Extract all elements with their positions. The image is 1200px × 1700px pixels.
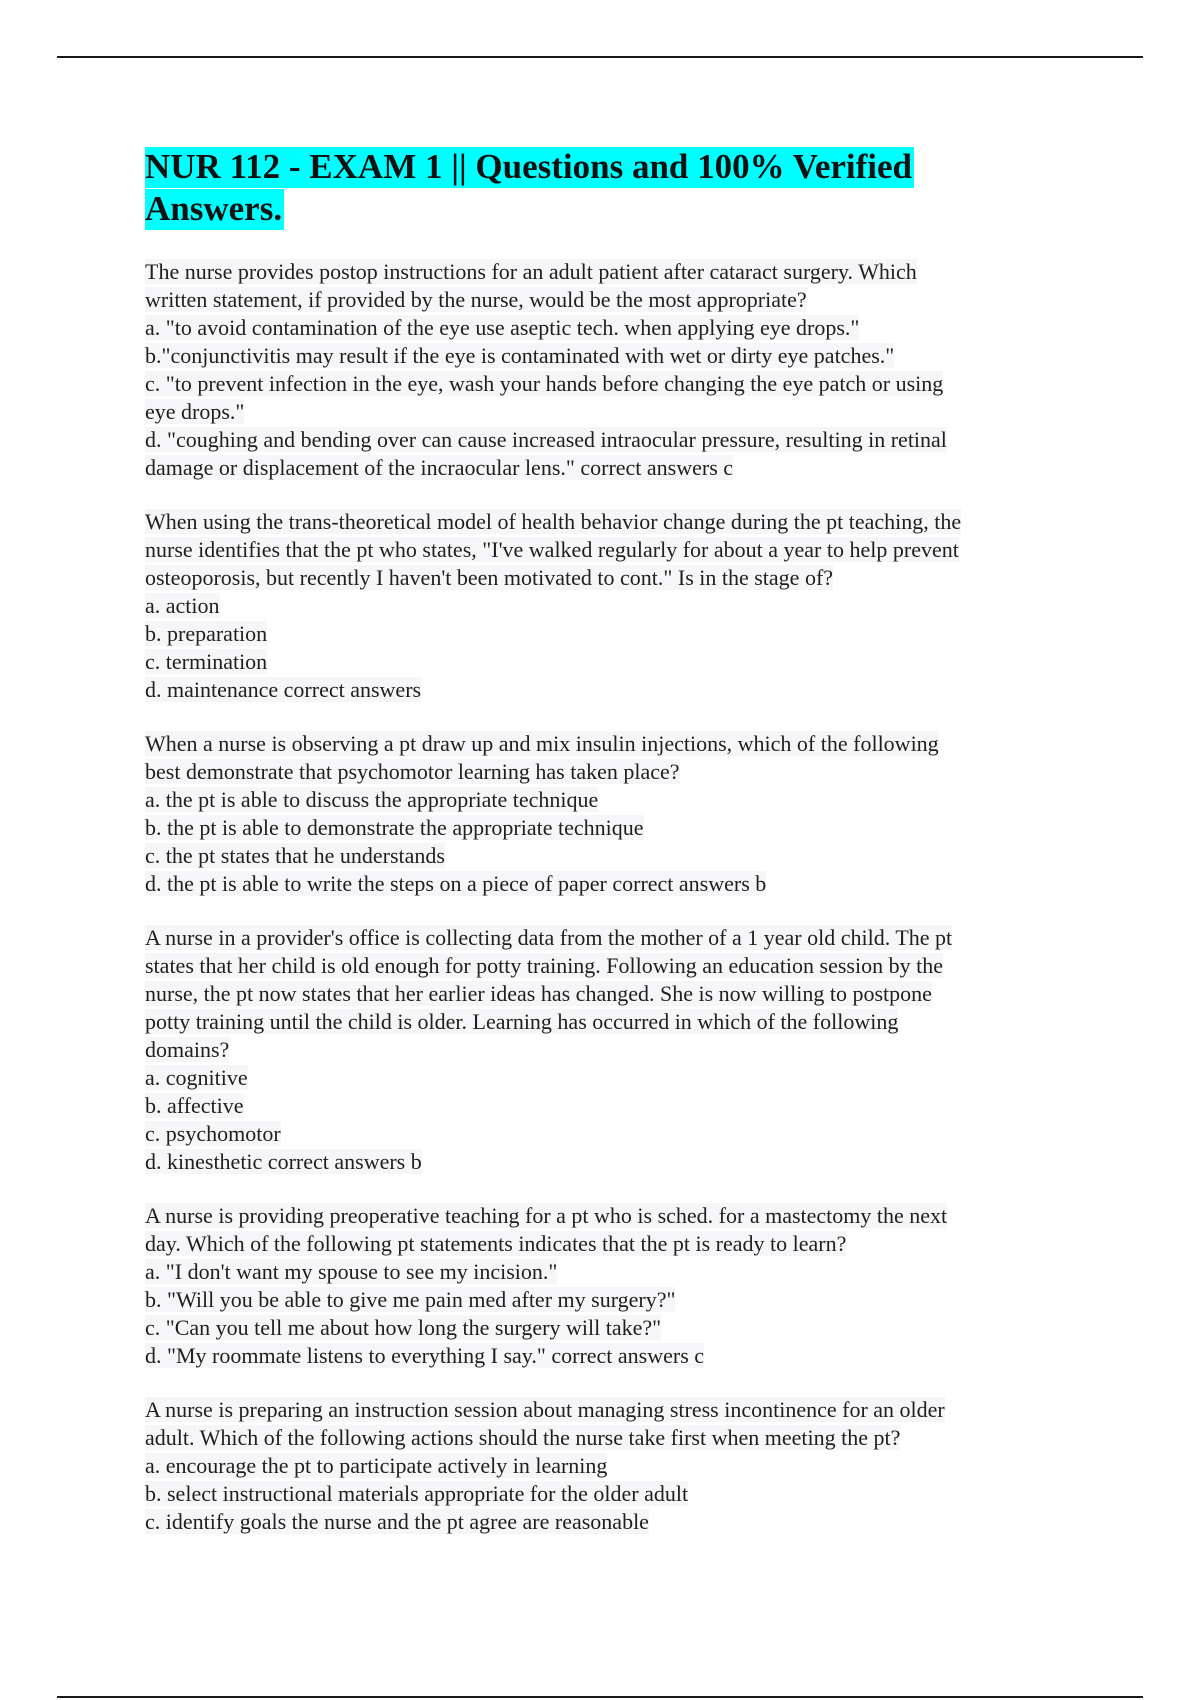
question-block	[145, 924, 1065, 1176]
text-run: domains?	[145, 1037, 230, 1062]
text-run: nurse, the pt now states that her earlier ideas has changed. She is now willing to postpone	[145, 981, 932, 1006]
document-body	[145, 146, 1065, 1562]
text-run: a. "to avoid contamination of the eye use aseptic tech. when applying eye drops."	[145, 315, 860, 340]
text-run: c. termination	[145, 649, 268, 674]
question-text-line	[145, 620, 1065, 648]
text-run: d. "My roommate listens to everything I say." correct answers c	[145, 1343, 705, 1368]
question-text-line	[145, 314, 1065, 342]
text-run: d. maintenance correct answers	[145, 677, 422, 702]
title-line-1: NUR 112 - EXAM 1 || Questions and 100% Verified	[145, 147, 912, 186]
text-run: day. Which of the following pt statements indicates that the pt is ready to learn?	[145, 1231, 847, 1256]
text-run: potty training until the child is older. Learning has occurred in which of the following	[145, 1009, 899, 1034]
text-run: A nurse in a provider's office is collecting data from the mother of a 1 year old child. The pt	[145, 925, 953, 950]
text-run: states that her child is old enough for potty training. Following an education session by the	[145, 953, 943, 978]
question-text-line	[145, 1148, 1065, 1176]
text-run: When using the trans-theoretical model of health behavior change during the pt teaching, the	[145, 509, 962, 534]
question-text-line	[145, 536, 1065, 564]
text-run: d. the pt is able to write the steps on a piece of paper correct answers b	[145, 871, 767, 896]
text-run: eye drops."	[145, 399, 245, 424]
question-text-line	[145, 952, 1065, 980]
question-text-line	[145, 870, 1065, 898]
document-title	[145, 146, 1065, 230]
question-block	[145, 258, 1065, 482]
text-run: When a nurse is observing a pt draw up and mix insulin injections, which of the following	[145, 731, 939, 756]
text-run: a. action	[145, 593, 220, 618]
text-run: written statement, if provided by the nurse, would be the most appropriate?	[145, 287, 807, 312]
text-run: b. the pt is able to demonstrate the appropriate technique	[145, 815, 644, 840]
text-run: a. "I don't want my spouse to see my incision."	[145, 1259, 558, 1284]
question-text-line	[145, 1424, 1065, 1452]
question-block	[145, 1396, 1065, 1536]
text-run: c. "to prevent infection in the eye, wash your hands before changing the eye patch or using	[145, 371, 944, 396]
text-run: b."conjunctivitis may result if the eye is contaminated with wet or dirty eye patches."	[145, 343, 895, 368]
question-text-line	[145, 454, 1065, 482]
text-run: A nurse is preparing an instruction session about managing stress incontinence for an older	[145, 1397, 945, 1422]
question-text-line	[145, 648, 1065, 676]
text-run: b. "Will you be able to give me pain med after my surgery?"	[145, 1287, 676, 1312]
question-text-line	[145, 1120, 1065, 1148]
question-list	[145, 258, 1065, 1536]
question-text-line	[145, 1230, 1065, 1258]
question-text-line	[145, 1258, 1065, 1286]
text-run: The nurse provides postop instructions for an adult patient after cataract surgery. Which	[145, 259, 917, 284]
question-text-line	[145, 1064, 1065, 1092]
question-text-line	[145, 1480, 1065, 1508]
text-run: a. encourage the pt to participate actively in learning	[145, 1453, 608, 1478]
question-text-line	[145, 786, 1065, 814]
text-run: d. kinesthetic correct answers b	[145, 1149, 422, 1174]
question-stem-line	[145, 508, 1065, 536]
question-text-line	[145, 1508, 1065, 1536]
text-run: nurse identifies that the pt who states, "I've walked regularly for about a year to help prevent	[145, 537, 959, 562]
question-text-line	[145, 1452, 1065, 1480]
text-run: c. the pt states that he understands	[145, 843, 445, 868]
question-text-line	[145, 1036, 1065, 1064]
question-text-line	[145, 398, 1065, 426]
text-run: a. the pt is able to discuss the appropriate technique	[145, 787, 599, 812]
text-run: b. select instructional materials appropriate for the older adult	[145, 1481, 689, 1506]
question-text-line	[145, 1286, 1065, 1314]
question-text-line	[145, 564, 1065, 592]
question-text-line	[145, 1314, 1065, 1342]
text-run: c. psychomotor	[145, 1121, 281, 1146]
text-run: d. "coughing and bending over can cause increased intraocular pressure, resulting in retinal	[145, 427, 947, 452]
question-block	[145, 730, 1065, 898]
question-text-line	[145, 980, 1065, 1008]
question-text-line	[145, 676, 1065, 704]
question-text-line	[145, 1092, 1065, 1120]
text-run: best demonstrate that psychomotor learning has taken place?	[145, 759, 680, 784]
question-stem-line	[145, 924, 1065, 952]
top-rule	[57, 56, 1143, 58]
bottom-rule	[57, 1696, 1143, 1698]
question-text-line	[145, 1342, 1065, 1370]
text-run: b. affective	[145, 1093, 244, 1118]
question-text-line	[145, 1008, 1065, 1036]
question-block	[145, 508, 1065, 704]
text-run: damage or displacement of the incraocular lens." correct answers c	[145, 455, 734, 480]
question-stem-line	[145, 1396, 1065, 1424]
text-run: c. identify goals the nurse and the pt agree are reasonable	[145, 1509, 649, 1534]
question-text-line	[145, 370, 1065, 398]
question-stem-line	[145, 258, 1065, 286]
text-run: a. cognitive	[145, 1065, 248, 1090]
text-run: c. "Can you tell me about how long the surgery will take?"	[145, 1315, 662, 1340]
question-stem-line	[145, 1202, 1065, 1230]
question-text-line	[145, 814, 1065, 842]
question-text-line	[145, 592, 1065, 620]
question-stem-line	[145, 730, 1065, 758]
question-block	[145, 1202, 1065, 1370]
question-text-line	[145, 842, 1065, 870]
question-text-line	[145, 342, 1065, 370]
question-text-line	[145, 426, 1065, 454]
question-text-line	[145, 286, 1065, 314]
text-run: A nurse is providing preoperative teaching for a pt who is sched. for a mastectomy the next	[145, 1203, 948, 1228]
title-line-2: Answers.	[145, 189, 283, 228]
text-run: osteoporosis, but recently I haven't been motivated to cont." Is in the stage of?	[145, 565, 834, 590]
question-text-line	[145, 758, 1065, 786]
text-run: adult. Which of the following actions should the nurse take first when meeting the pt?	[145, 1425, 901, 1450]
text-run: b. preparation	[145, 621, 268, 646]
